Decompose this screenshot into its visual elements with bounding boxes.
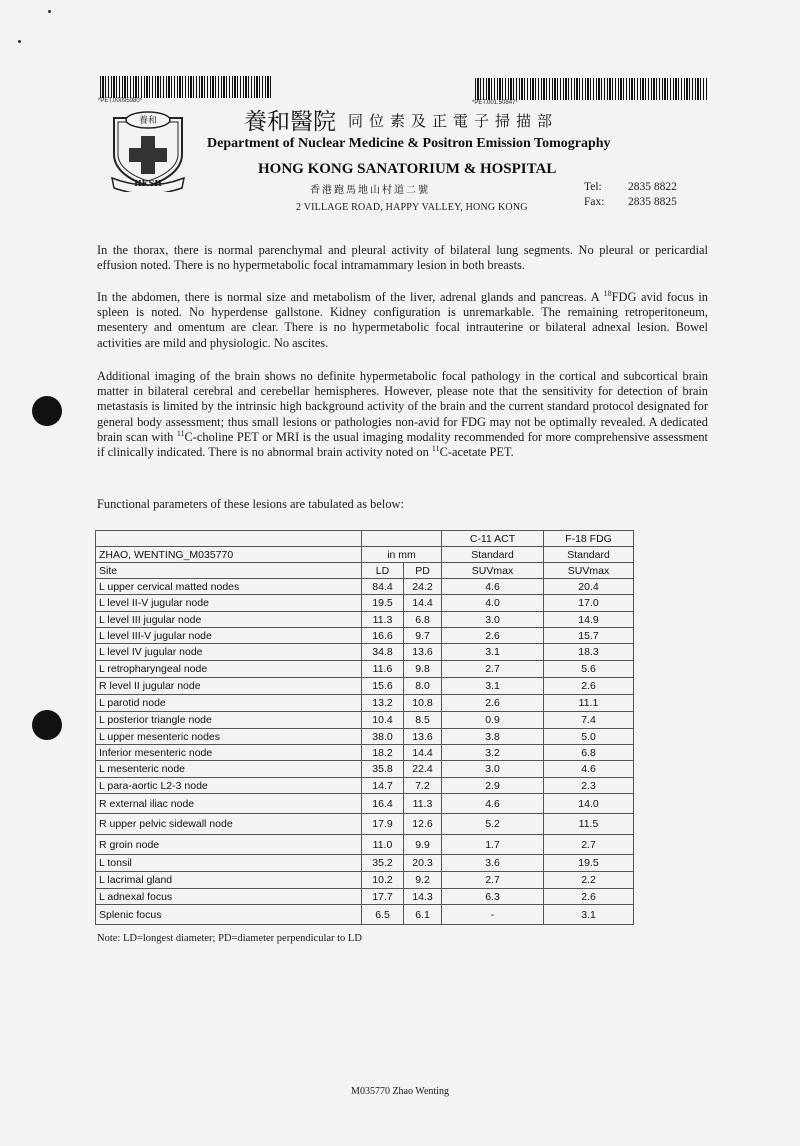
address-cn: 香港跑馬地山村道二號 bbox=[310, 185, 430, 196]
f18-suv-cell: 18.3 bbox=[544, 644, 634, 661]
f18-suv-cell: 3.1 bbox=[544, 905, 634, 925]
c11-suv-cell: 1.7 bbox=[442, 835, 544, 855]
ld-cell: 10.2 bbox=[362, 872, 404, 889]
table-row bbox=[96, 712, 634, 729]
site-cell: L level IV jugular node bbox=[96, 644, 362, 661]
site-cell: L level II-V jugular node bbox=[96, 595, 362, 612]
f18-suv-cell: 2.7 bbox=[544, 835, 634, 855]
site-cell: L posterior triangle node bbox=[96, 712, 362, 729]
pd-cell: 8.5 bbox=[404, 712, 442, 729]
c11-suv-cell: 5.2 bbox=[442, 814, 544, 835]
site-cell: L tonsil bbox=[96, 855, 362, 872]
f18-suv-cell: 17.0 bbox=[544, 595, 634, 612]
ld-cell: 10.4 bbox=[362, 712, 404, 729]
hospital-name-cn: 養和醫院 bbox=[244, 109, 336, 135]
speck bbox=[18, 40, 21, 43]
table-header-row-1 bbox=[96, 531, 634, 547]
tel-number: 2835 8822 bbox=[628, 181, 677, 193]
site-cell: Splenic focus bbox=[96, 905, 362, 925]
speck bbox=[48, 10, 51, 13]
c11-suv-cell: 3.6 bbox=[442, 855, 544, 872]
lesion-table bbox=[95, 530, 634, 925]
site-cell: L upper cervical matted nodes bbox=[96, 579, 362, 595]
f18-suv-cell: 20.4 bbox=[544, 579, 634, 595]
c11-suv-cell: 2.6 bbox=[442, 695, 544, 712]
hksh-logo bbox=[108, 108, 188, 192]
logo-en-text: HKSH bbox=[134, 178, 162, 188]
logo-cn-text: 養和 bbox=[138, 116, 157, 126]
c11-suv-cell: 6.3 bbox=[442, 889, 544, 905]
ld-cell: 19.5 bbox=[362, 595, 404, 612]
table-intro: Functional parameters of these lesions are tabulated as below: bbox=[97, 497, 404, 511]
site-cell: L adnexal focus bbox=[96, 889, 362, 905]
footer-patient: M035770 Zhao Wenting bbox=[351, 1086, 449, 1097]
c11-suv-cell: 4.6 bbox=[442, 579, 544, 595]
ld-cell: 16.4 bbox=[362, 794, 404, 814]
fax-number: 2835 8825 bbox=[628, 196, 677, 208]
ld-cell: 35.2 bbox=[362, 855, 404, 872]
pd-cell: 6.8 bbox=[404, 612, 442, 628]
brain-text-1: Additional imaging of the brain shows no definite hypermetabolic focal pathology in the cortical and subcortical brain matter in bilateral cerebral and cerebellar hemispheres. However, please note that the sensitivity for detection of brain metastasis is limited by the intrinsic high background activity of the brain and the current standard protocol designated for general body assessment; thus small lesions or pathologies non-avid for FDG may not be optimally revealed. A dedicated brain scan with bbox=[97, 369, 708, 444]
pd-cell: 7.2 bbox=[404, 778, 442, 794]
pd-cell: 24.2 bbox=[404, 579, 442, 595]
table-row bbox=[96, 695, 634, 712]
c11-suv-cell: 3.1 bbox=[442, 644, 544, 661]
table-row bbox=[96, 761, 634, 778]
c11-suv-cell: 4.6 bbox=[442, 794, 544, 814]
f18-suv-cell: 11.5 bbox=[544, 814, 634, 835]
f18-suv-cell: 5.6 bbox=[544, 661, 634, 678]
site-cell: R external iliac node bbox=[96, 794, 362, 814]
ld-cell: 15.6 bbox=[362, 678, 404, 695]
table-row bbox=[96, 678, 634, 695]
ld-cell: 11.3 bbox=[362, 612, 404, 628]
ld-cell: 13.2 bbox=[362, 695, 404, 712]
site-cell: L upper mesenteric nodes bbox=[96, 729, 362, 745]
c11-suv-cell: 0.9 bbox=[442, 712, 544, 729]
table-row bbox=[96, 814, 634, 835]
header-blank bbox=[362, 531, 442, 547]
f18-suv-cell: 19.5 bbox=[544, 855, 634, 872]
site-cell: L lacrimal gland bbox=[96, 872, 362, 889]
site-cell: R level II jugular node bbox=[96, 678, 362, 695]
pd-cell: 9.8 bbox=[404, 661, 442, 678]
pd-cell: 9.2 bbox=[404, 872, 442, 889]
ld-cell: 6.5 bbox=[362, 905, 404, 925]
address-en: 2 VILLAGE ROAD, HAPPY VALLEY, HONG KONG bbox=[296, 202, 528, 213]
c11-suv-cell: 2.7 bbox=[442, 661, 544, 678]
pd-cell: 14.4 bbox=[404, 595, 442, 612]
site-cell: L para-aortic L2-3 node bbox=[96, 778, 362, 794]
pd-cell: 9.9 bbox=[404, 835, 442, 855]
fax-label: Fax: bbox=[584, 196, 605, 208]
pd-cell: 14.4 bbox=[404, 745, 442, 761]
ld-cell: 38.0 bbox=[362, 729, 404, 745]
brain-text-3: C-acetate PET. bbox=[439, 445, 514, 460]
f18-suv-cell: 2.3 bbox=[544, 778, 634, 794]
table-row bbox=[96, 729, 634, 745]
ld-header: LD bbox=[362, 563, 404, 579]
f18-suv-cell: 2.6 bbox=[544, 678, 634, 695]
table-row bbox=[96, 835, 634, 855]
ld-cell: 17.7 bbox=[362, 889, 404, 905]
f18-suv-cell: 5.0 bbox=[544, 729, 634, 745]
contact-block bbox=[584, 180, 677, 210]
c11-suv-cell: 3.0 bbox=[442, 612, 544, 628]
hospital-name-en: HONG KONG SANATORIUM & HOSPITAL bbox=[258, 161, 557, 177]
c11-suv-cell: 2.9 bbox=[442, 778, 544, 794]
table-row bbox=[96, 644, 634, 661]
unit-label: in mm bbox=[362, 547, 442, 563]
pd-header: PD bbox=[404, 563, 442, 579]
site-cell: R groin node bbox=[96, 835, 362, 855]
c11-suv-header: SUVmax bbox=[442, 563, 544, 579]
brain-superscript-1: 11 bbox=[176, 428, 185, 438]
table-row bbox=[96, 628, 634, 644]
ld-cell: 18.2 bbox=[362, 745, 404, 761]
pd-cell: 11.3 bbox=[404, 794, 442, 814]
site-cell: R upper pelvic sidewall node bbox=[96, 814, 362, 835]
f18-suv-cell: 6.8 bbox=[544, 745, 634, 761]
f18-suv-cell: 15.7 bbox=[544, 628, 634, 644]
f18-suv-cell: 14.0 bbox=[544, 794, 634, 814]
table-note: Note: LD=longest diameter; PD=diameter perpendicular to LD bbox=[97, 933, 362, 944]
pd-cell: 13.6 bbox=[404, 644, 442, 661]
ld-cell: 35.8 bbox=[362, 761, 404, 778]
c11-suv-cell: - bbox=[442, 905, 544, 925]
pd-cell: 13.6 bbox=[404, 729, 442, 745]
site-cell: L level III-V jugular node bbox=[96, 628, 362, 644]
f18-suv-cell: 7.4 bbox=[544, 712, 634, 729]
site-cell: L mesenteric node bbox=[96, 761, 362, 778]
header-blank bbox=[96, 531, 362, 547]
c11-suv-cell: 2.6 bbox=[442, 628, 544, 644]
site-cell: L parotid node bbox=[96, 695, 362, 712]
tel-line bbox=[584, 180, 677, 195]
ld-cell: 34.8 bbox=[362, 644, 404, 661]
table-header-row-3 bbox=[96, 563, 634, 579]
site-header: Site bbox=[96, 563, 362, 579]
abdomen-superscript: 18 bbox=[603, 288, 612, 298]
pd-cell: 14.3 bbox=[404, 889, 442, 905]
site-cell: L retropharyngeal node bbox=[96, 661, 362, 678]
pd-cell: 22.4 bbox=[404, 761, 442, 778]
table-row bbox=[96, 889, 634, 905]
pd-cell: 8.0 bbox=[404, 678, 442, 695]
brain-superscript-2: 11 bbox=[431, 443, 440, 453]
ld-cell: 16.6 bbox=[362, 628, 404, 644]
pd-cell: 20.3 bbox=[404, 855, 442, 872]
ld-cell: 11.6 bbox=[362, 661, 404, 678]
table-row bbox=[96, 579, 634, 595]
c11-title: C-11 ACT bbox=[442, 531, 544, 547]
table-row bbox=[96, 778, 634, 794]
table-row bbox=[96, 872, 634, 889]
c11-suv-cell: 3.1 bbox=[442, 678, 544, 695]
f18-suv-cell: 2.2 bbox=[544, 872, 634, 889]
barcode-left-caption: *PET.00095980* bbox=[98, 98, 143, 104]
table-row bbox=[96, 905, 634, 925]
paragraph-thorax: In the thorax, there is normal parenchymal and pleural activity of bilateral lung segments. No pleural or pericardial effusion noted. There is no hypermetabolic focal intramammary lesion in both breasts. bbox=[97, 243, 708, 273]
site-cell: Inferior mesenteric node bbox=[96, 745, 362, 761]
paragraph-brain bbox=[97, 369, 708, 460]
punch-hole-top bbox=[32, 396, 62, 426]
pd-cell: 10.8 bbox=[404, 695, 442, 712]
pd-cell: 6.1 bbox=[404, 905, 442, 925]
f18-suv-cell: 2.6 bbox=[544, 889, 634, 905]
paragraph-abdomen bbox=[97, 290, 708, 351]
table-row bbox=[96, 661, 634, 678]
f18-suv-header: SUVmax bbox=[544, 563, 634, 579]
barcode-right-caption: *PET.001.50847* bbox=[472, 100, 518, 106]
site-cell: L level III jugular node bbox=[96, 612, 362, 628]
abdomen-text-1: In the abdomen, there is normal size and metabolism of the liver, adrenal glands and pancreas. A bbox=[97, 290, 604, 304]
patient-id: ZHAO, WENTING_M035770 bbox=[96, 547, 362, 563]
table-row bbox=[96, 855, 634, 872]
c11-suv-cell: 3.0 bbox=[442, 761, 544, 778]
f18-suv-cell: 14.9 bbox=[544, 612, 634, 628]
table-row bbox=[96, 595, 634, 612]
table-header-row-2 bbox=[96, 547, 634, 563]
pd-cell: 12.6 bbox=[404, 814, 442, 835]
barcode-left bbox=[100, 76, 272, 98]
f18-title: F-18 FDG bbox=[544, 531, 634, 547]
department-name-en: Department of Nuclear Medicine & Positron Emission Tomography bbox=[207, 136, 611, 151]
c11-suv-cell: 3.2 bbox=[442, 745, 544, 761]
f18-suv-cell: 11.1 bbox=[544, 695, 634, 712]
c11-standard: Standard bbox=[442, 547, 544, 563]
c11-suv-cell: 2.7 bbox=[442, 872, 544, 889]
department-name-cn: 同位素及正電子掃描部 bbox=[348, 112, 559, 130]
tel-label: Tel: bbox=[584, 181, 602, 193]
f18-suv-cell: 4.6 bbox=[544, 761, 634, 778]
fax-line bbox=[584, 195, 677, 210]
barcode-right bbox=[475, 78, 707, 100]
table-row bbox=[96, 612, 634, 628]
ld-cell: 14.7 bbox=[362, 778, 404, 794]
pd-cell: 9.7 bbox=[404, 628, 442, 644]
ld-cell: 17.9 bbox=[362, 814, 404, 835]
ld-cell: 84.4 bbox=[362, 579, 404, 595]
ld-cell: 11.0 bbox=[362, 835, 404, 855]
brain-text-2: C-choline PET or MRI is the usual imaging modality recommended for more comprehensive assessment if clinically indicated. There is no abnormal brain activity noted on bbox=[97, 429, 708, 460]
f18-standard: Standard bbox=[544, 547, 634, 563]
abdomen-text-2: FDG avid focus in spleen is noted. No hyperdense gallstone. Kidney configuration is unremarkable. The remaining retroperitoneum, mesentery and omentum are clear. There is no hypermetabolic focal intrauterine or bilateral adnexal lesion. Bowel activities are mild and physiologic. No ascites. bbox=[97, 290, 708, 350]
punch-hole-bottom bbox=[32, 710, 62, 740]
table-row bbox=[96, 794, 634, 814]
c11-suv-cell: 4.0 bbox=[442, 595, 544, 612]
table-row bbox=[96, 745, 634, 761]
c11-suv-cell: 3.8 bbox=[442, 729, 544, 745]
